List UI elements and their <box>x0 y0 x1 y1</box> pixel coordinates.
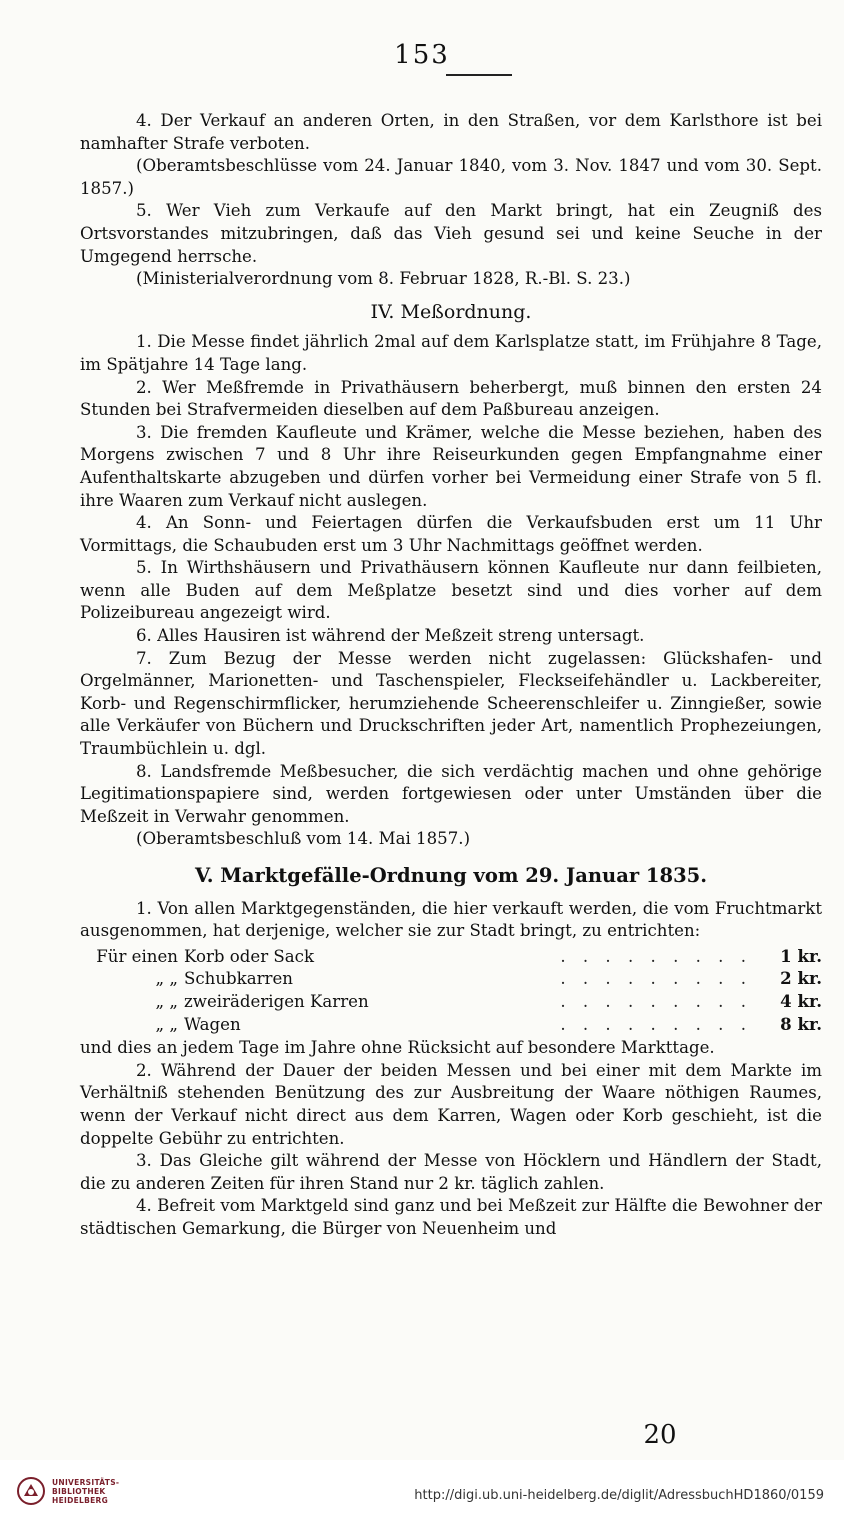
paragraph: 4. Der Verkauf an anderen Orten, in den Straßen, vor dem Karlsthore ist bei namhafter Strafe verboten. <box>80 111 822 153</box>
page-number: 153 <box>394 40 450 70</box>
fee-leader-dots: . . . . . . . . . <box>560 969 752 989</box>
paragraph: 3. Das Gleiche gilt während der Messe von Höcklern und Händlern der Stadt, die zu anderen Zeiten für ihren Stand nur 2 kr. täglich zahlen. <box>80 1151 822 1193</box>
fee-row <box>80 990 822 1013</box>
paragraph: 4. An Sonn- und Feiertagen dürfen die Verkaufsbuden erst um 11 Uhr Vormittags, die Schaubuden erst um 3 Uhr Nachmittags geöffnet werden. <box>80 513 822 555</box>
paragraph: 1. Die Messe findet jährlich 2mal auf dem Karlsplatze statt, im Frühjahre 8 Tage, im Spätjahre 14 Tage lang. <box>80 332 822 374</box>
library-name-line: HEIDELBERG <box>52 1496 109 1505</box>
paragraph: 7. Zum Bezug der Messe werden nicht zugelassen: Glückshafen- und Orgelmänner, Marionetten- und Taschenspieler, Fleckseifehändler u. Lackbereiter, Korb- und Regenschirmflicker, herumziehende Scheerenschleifer u. Zinngießer, sowie alle Verkäufer von Büchern und Druckschriften jeder Art, namentlich Prophezeiungen, Traumbüchlein u. dgl. <box>80 648 822 759</box>
fee-item: Korb oder Sack <box>184 946 315 966</box>
fee-item: zweiräderigen Karren <box>184 991 369 1011</box>
fee-leader-dots: . . . . . . . . . <box>560 946 752 966</box>
section-heading-4: IV. Meßordnung. <box>370 300 532 323</box>
fee-price: 1 kr. <box>780 945 822 966</box>
paragraph: 6. Alles Hausiren ist während der Meßzeit streng untersagt. <box>136 626 645 646</box>
paragraph: 2. Während der Dauer der beiden Messen und bei einer mit dem Markte im Verhältniß stehenden Benützung des zur Ausbreitung der Waare nöthigen Raumes, wenn der Verkauf nicht direct aus dem Karren, Wagen oder Korb geschieht, ist die doppelte Gebühr zu entrichten. <box>80 1060 822 1148</box>
fee-prefix: „ „ <box>155 1014 178 1034</box>
library-name-line: BIBLIOTHEK <box>52 1487 106 1496</box>
page-number-rule <box>446 74 512 76</box>
page-content <box>80 110 822 1241</box>
fee-prefix: „ „ <box>155 969 178 989</box>
fee-item: Schubkarren <box>184 969 293 989</box>
fee-leader-dots: . . . . . . . . . <box>560 991 752 1011</box>
paragraph: 4. Befreit vom Marktgeld sind ganz und bei Meßzeit zur Hälfte die Bewohner der städtischen Gemarkung, die Bürger von Neuenheim und <box>80 1196 822 1238</box>
fee-leader-dots: . . . . . . . . . <box>560 1014 752 1034</box>
paragraph: 5. In Wirthshäusern und Privathäusern können Kaufleute nur dann feilbieten, wenn alle Buden auf dem Meßplatze besetzt sind und dies vorher auf dem Polizeibureau angezeigt wird. <box>80 558 822 623</box>
fee-item: Wagen <box>184 1014 241 1034</box>
paragraph: (Ministerialverordnung vom 8. Februar 1828, R.-Bl. S. 23.) <box>136 269 631 289</box>
fee-price: 8 kr. <box>780 1013 822 1034</box>
source-url-link[interactable]: http://digi.ub.uni-heidelberg.de/diglit/AdressbuchHD1860/0159 <box>414 1488 824 1503</box>
section-heading-5: V. Marktgefälle-Ordnung vom 29. Januar 1835. <box>195 864 707 887</box>
fee-prefix: Für einen <box>96 946 178 966</box>
fee-price: 2 kr. <box>780 968 822 989</box>
fee-row <box>80 967 822 990</box>
paragraph: 5. Wer Vieh zum Verkaufe auf den Markt bringt, hat ein Zeugniß des Ortsvorstandes mitzubringen, daß das Vieh gesund sei und keine Seuche in der Umgegend herrsche. <box>80 201 822 266</box>
paragraph: 2. Wer Meßfremde in Privathäusern beherbergt, muß binnen den ersten 24 Stunden bei Strafvermeiden dieselben auf dem Paßbureau anzeigen. <box>80 377 822 420</box>
fee-row <box>80 945 822 968</box>
library-logo-icon <box>16 1476 46 1506</box>
paragraph: 3. Die fremden Kaufleute und Krämer, welche die Messe beziehen, haben des Morgens zwischen 7 und 8 Uhr ihre Reiseurkunden gegen Empfangnahme einer Aufenthaltskarte abzugeben und dürfen vorher bei Vermeidung einer Strafe von 5 fl. ihre Waaren zum Verkauf nicht auslegen. <box>80 422 822 510</box>
fee-price: 4 kr. <box>780 990 822 1011</box>
paragraph: 8. Landsfremde Meßbesucher, die sich verdächtig machen und ohne gehörige Legitimationspapiere sind, werden fortgewiesen oder unter Umständen über die Meßzeit in Verwahr genommen. <box>80 761 822 826</box>
signature-mark: 20 <box>643 1420 677 1450</box>
paragraph: (Oberamtsbeschlüsse vom 24. Januar 1840, vom 3. Nov. 1847 und vom 30. Sept. 1857.) <box>80 156 822 198</box>
fee-row <box>80 1013 822 1036</box>
library-name-line: UNIVERSITÄTS- <box>52 1478 120 1487</box>
paragraph: (Oberamtsbeschluß vom 14. Mai 1857.) <box>136 829 471 849</box>
fee-table <box>80 945 822 1035</box>
library-name <box>52 1478 119 1505</box>
fee-prefix: „ „ <box>155 991 178 1011</box>
paragraph: 1. Von allen Marktgegenständen, die hier verkauft werden, die vom Fruchtmarkt ausgenommen, hat derjenige, welcher sie zur Stadt bringt, zu entrichten: <box>80 898 822 941</box>
footer <box>0 1460 844 1532</box>
paragraph: und dies an jedem Tage im Jahre ohne Rücksicht auf besondere Markttage. <box>80 1038 715 1058</box>
